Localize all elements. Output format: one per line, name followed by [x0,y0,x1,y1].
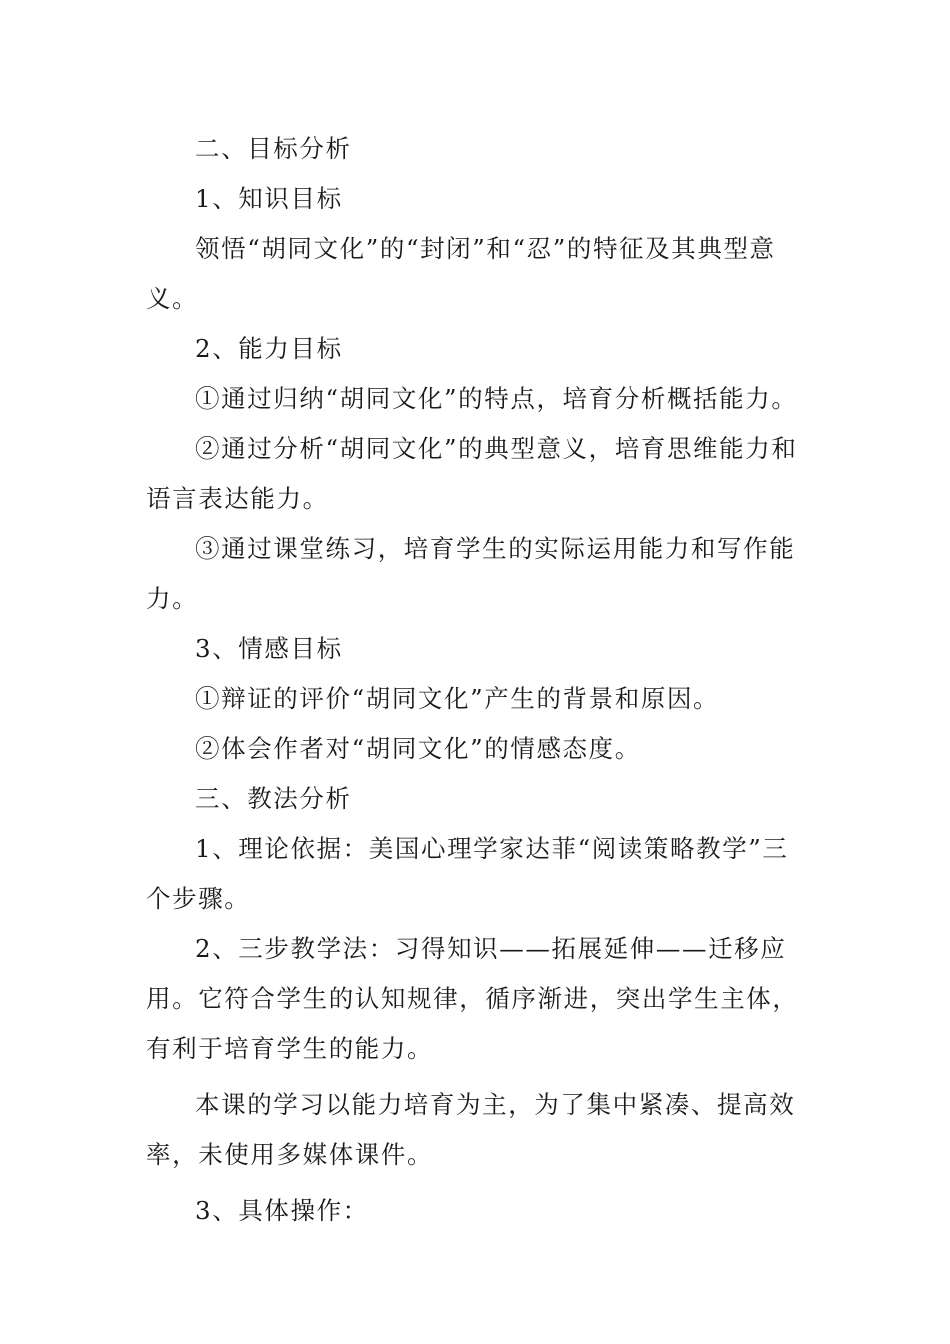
paragraph-ability-2: ②通过分析“胡同文化”的典型意义，培育思维能力和语言表达能力。 [146,434,798,513]
paragraph-ability-3: ③通过课堂练习，培育学生的实际运用能力和写作能力。 [146,534,796,613]
subheading-knowledge-goal: 1、知识目标 [195,184,343,213]
subheading-ability-goal: 2、能力目标 [195,334,343,363]
paragraph-ability-1: ①通过归纳“胡同文化”的特点，培育分析概括能力。 [195,384,798,413]
paragraph-emotion-1: ①辩证的评价“胡同文化”产生的背景和原因。 [195,684,720,713]
paragraph-three-step-method: 2、三步教学法：习得知识——拓展延伸——迁移应用。它符合学生的认知规律，循序渐进，突出学生主体，有利于培育学生的能力。 [146,934,799,1063]
document-body [146,124,810,1236]
section-heading-goal-analysis: 二、目标分析 [195,134,352,163]
paragraph-theory-basis: 1、理论依据：美国心理学家达菲“阅读策略教学”三个步骤。 [146,834,789,913]
paragraph-knowledge-goal: 领悟“胡同文化”的“封闭”和“忍”的特征及其典型意义。 [146,234,776,313]
paragraph-course-focus: 本课的学习以能力培育为主，为了集中紧凑、提高效率，未使用多媒体课件。 [146,1090,796,1169]
section-heading-teaching-method: 三、教法分析 [195,784,352,813]
subheading-concrete-operation: 3、具体操作： [195,1196,369,1225]
paragraph-emotion-2: ②体会作者对“胡同文化”的情感态度。 [195,734,641,763]
subheading-emotion-goal: 3、情感目标 [195,634,343,663]
